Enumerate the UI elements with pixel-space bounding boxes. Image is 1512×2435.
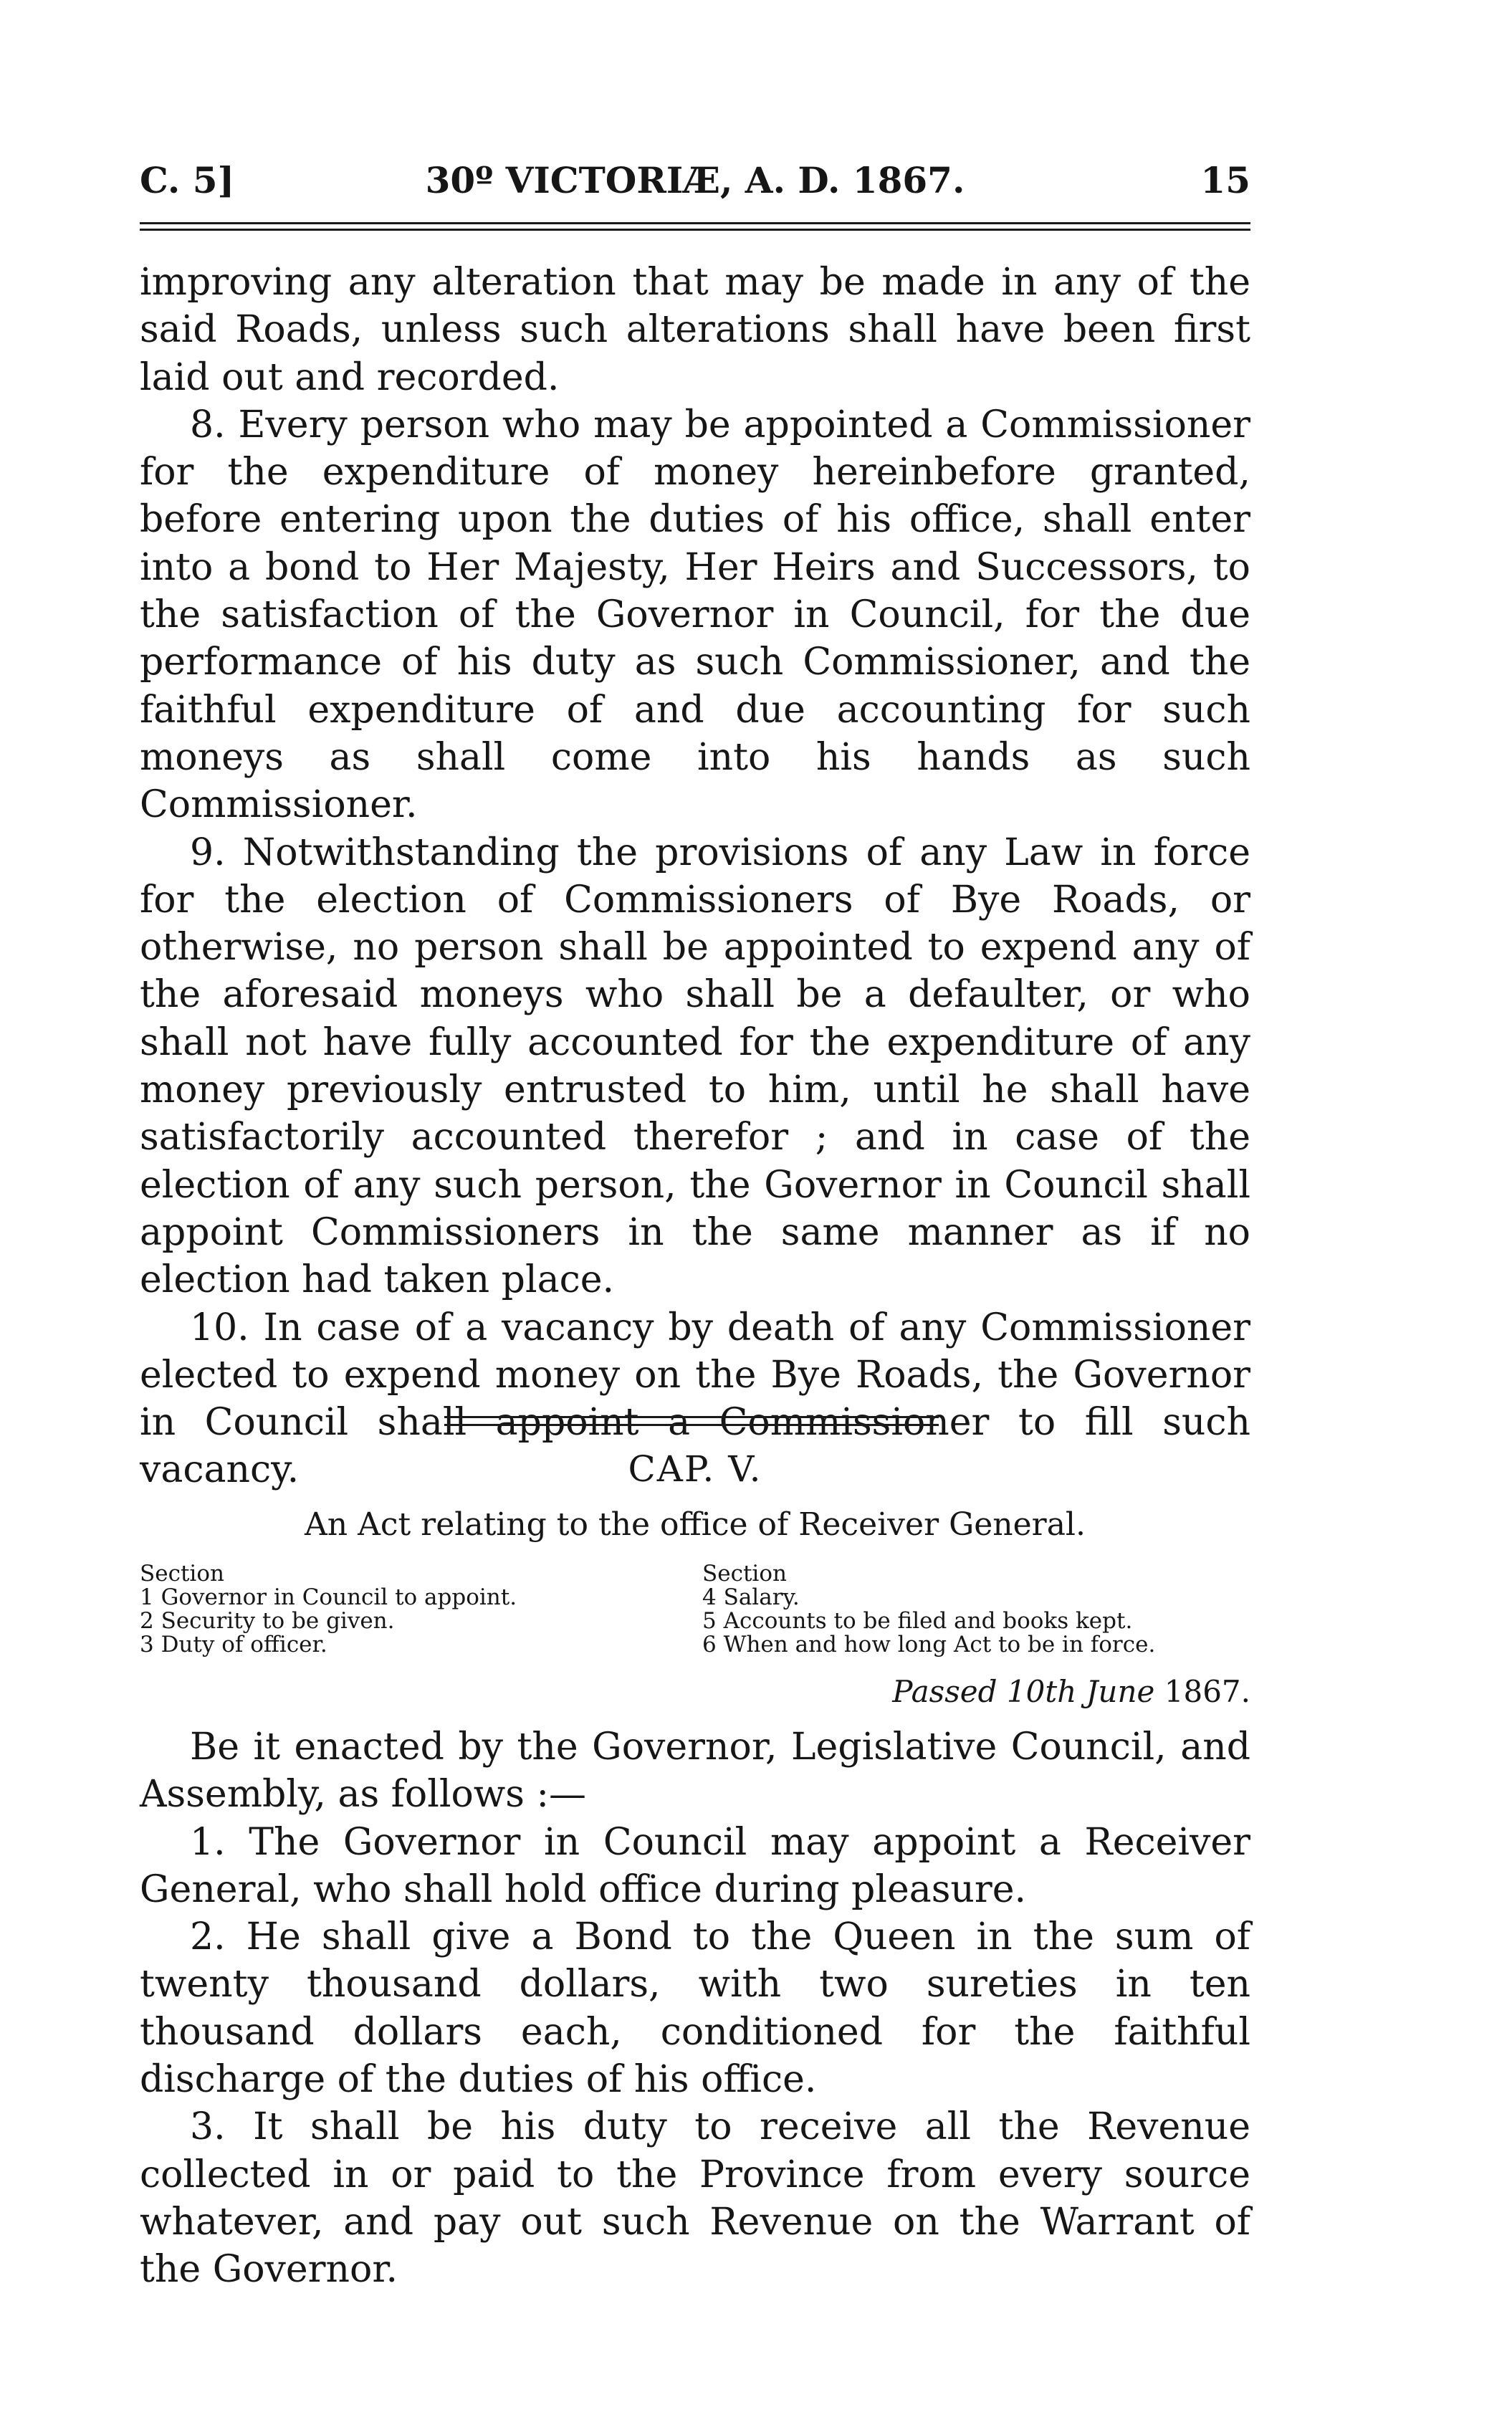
- section-index-item: 2 Security to be given.: [140, 1608, 395, 1634]
- passed-label: Passed: [892, 1674, 997, 1709]
- section-index-heading: Section: [702, 1561, 787, 1587]
- header-rule: [140, 222, 1250, 231]
- upper-sections: [140, 259, 1250, 1494]
- header-title: 30º VICTORIÆ, A. D. 1867.: [425, 159, 965, 201]
- section-index-item: 6 When and how long Act to be in force.: [702, 1632, 1156, 1657]
- section-index-item: 1 Governor in Council to appoint.: [140, 1584, 517, 1610]
- act-title: An Act relating to the office of Receiver General.: [305, 1506, 1086, 1543]
- page-number: 15: [1200, 159, 1250, 201]
- section-index-item: 3 Duty of officer.: [140, 1632, 327, 1657]
- section-3: 3. It shall be his duty to receive all the Revenue collected in or paid to the Province from every source whatever, and pay out such Revenue on the Warrant of the Governor.: [140, 2105, 1250, 2292]
- passed-day: 10th June: [1006, 1674, 1155, 1709]
- section-8: 8. Every person who may be appointed a Commissioner for the expenditure of money hereinbefore granted, before entering upon the duties of his office, shall enter into a bond to Her Majesty, Her Heirs and Successors, to the satisfaction of the Governor in Council, for the due performance of his duty as such Commissioner, and the faithful expenditure of and due accounting for such moneys as shall come into his hands as such Commissioner.: [140, 403, 1250, 827]
- section-1: 1. The Governor in Council may appoint a Receiver General, who shall hold office during pleasure.: [140, 1820, 1250, 1911]
- section-10: 10. In case of a vacancy by death of any Commissioner elected to expend money on the Bye Roads, the Governor in Council shall appoint a Commissioner to fill such vacancy.: [140, 1306, 1250, 1492]
- passed-year: 1867.: [1164, 1674, 1250, 1709]
- chapter-reference: C. 5]: [140, 159, 235, 201]
- section-index-heading: Section: [140, 1561, 224, 1587]
- section-index-right: [702, 1562, 1250, 1657]
- section-index-left: [140, 1562, 699, 1657]
- section-9: 9. Notwithstanding the provisions of any Law in force for the election of Commissioners of Bye Roads, or otherwise, no person shall be appointed to expend any of the aforesaid moneys who shall be a defaulter, or who shall not have fully accounted for the expenditure of any money previously entrusted to him, until he shall have satisfactorily accounted therefor ; and in case of the election of any such person, the Governor in Council shall appoint Commissioners in the same manner as if no election had taken place.: [140, 831, 1250, 1302]
- section-index-item: 4 Salary.: [702, 1584, 800, 1610]
- passed-date: [140, 1673, 1250, 1711]
- enacting-clause: Be it enacted by the Governor, Legislative Council, and Assembly, as follows :—: [140, 1726, 1250, 1817]
- section-index-item: 5 Accounts to be filed and books kept.: [702, 1608, 1133, 1634]
- section-2: 2. He shall give a Bond to the Queen in the sum of twenty thousand dollars, with two sureties in ten thousand dollars each, conditioned for the faithful discharge of the duties of his office.: [140, 1915, 1250, 2102]
- chapter-title: CAP. V.: [628, 1448, 762, 1490]
- continued-paragraph: improving any alteration that may be made in any of the said Roads, unless such alterations shall have been first laid out and recorded.: [140, 261, 1250, 399]
- lower-sections: [140, 1723, 1250, 2294]
- chapter-divider-rule: [444, 1416, 939, 1426]
